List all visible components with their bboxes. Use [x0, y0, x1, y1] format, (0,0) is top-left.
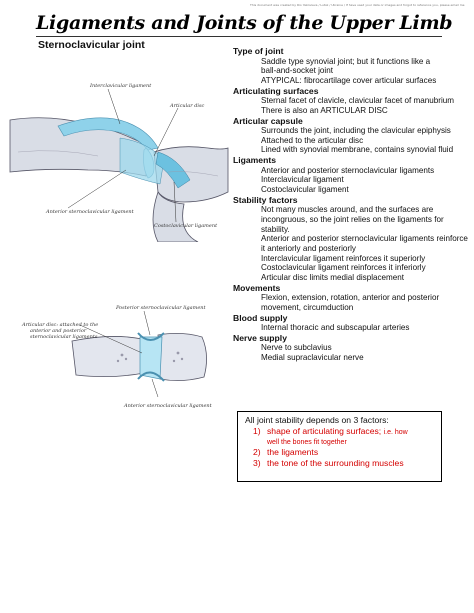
note-line: Flexion, extension, rotation, anterior and posterior	[261, 293, 440, 303]
label-costoclavicular-ligament: Costoclavicular ligament	[154, 223, 218, 229]
label-articular-disc-attached-3: sternoclavicular ligaments	[30, 334, 98, 340]
callout-item-continuation: well the bones fit together	[267, 438, 347, 446]
sternum-section-shape	[158, 333, 207, 380]
section-view-illustration	[32, 295, 227, 420]
callout-heading: All joint stability depends on 3 factors:	[245, 415, 389, 425]
heading-type-of-joint: Type of joint	[233, 46, 284, 56]
note-line: Medial supraclavicular nerve	[261, 353, 364, 363]
label-articular-disc-attached-2: anterior and posterior	[30, 328, 87, 334]
note-line: Attached to the articular disc	[261, 135, 364, 145]
notes-column	[233, 46, 469, 363]
heading-nerve-supply: Nerve supply	[233, 332, 287, 343]
callout-item-text: shape of articulating surfaces;	[267, 426, 382, 436]
note-line: Interclavicular ligament	[261, 175, 344, 185]
note-line: ATYPICAL: fibrocartilage cover articular surfaces	[261, 75, 437, 85]
note-line: Surrounds the joint, including the clavicular epiphysis	[261, 126, 451, 136]
note-line: Interclavicular ligament reinforces it superiorly	[261, 253, 426, 263]
sternoclavicular-anterior-diagram	[8, 52, 230, 242]
heading-stability-factors: Stability factors	[233, 194, 298, 205]
stability-callout-box	[237, 411, 442, 482]
label-articular-disc-attached-1: Articular disc: attached to the	[22, 322, 99, 328]
note-line: Not many muscles around, and the surfaces are	[261, 205, 434, 215]
note-line: Sternal facet of clavicle, clavicular facet of manubrium	[261, 96, 454, 106]
note-line: Saddle type synovial joint; but it functions like a	[261, 56, 431, 66]
heading-articulating-surfaces: Articulating surfaces	[233, 85, 319, 96]
note-line: stability.	[261, 224, 290, 234]
title-divider	[36, 36, 442, 37]
callout-item-3	[245, 458, 435, 469]
note-line: Anterior and posterior sternoclavicular ligaments	[261, 165, 435, 175]
label-posterior-sc-ligament: Posterior sternoclavicular ligament	[116, 305, 206, 311]
heading-blood-supply: Blood supply	[233, 312, 288, 323]
note-line: Articular disc limits medial displacement	[261, 273, 405, 283]
note-line: it anteriorly and posteriorly	[261, 244, 356, 254]
heading-articular-capsule: Articular capsule	[233, 115, 303, 126]
callout-item-note: i.e. how	[383, 429, 408, 436]
note-line: Costoclavicular ligament	[261, 185, 349, 195]
callout-item-number: 3)	[253, 457, 261, 468]
disclaimer-text: This document was created by Rio Yakovleva / Lutsk / Ukraine / If have used your data or images and forgot to reference you, please email me	[250, 3, 465, 7]
callout-item-text: the ligaments	[267, 447, 319, 458]
page-title: Ligaments and Joints of the Upper Limb	[36, 12, 453, 34]
label-interclavicular-ligament: Interclavicular ligament	[90, 83, 152, 89]
note-line: Internal thoracic and subscapular arteries	[261, 323, 410, 333]
note-line: incongruous, so the joint relies on the ligaments for	[261, 214, 444, 224]
callout-item-1	[245, 426, 435, 439]
callout-item-number: 2)	[253, 447, 261, 458]
note-line: ball-and-socket joint	[261, 66, 333, 76]
note-line: Anterior and posterior sternoclavicular ligaments reinforce	[261, 234, 468, 244]
callout-item-text: the tone of the surrounding muscles	[267, 457, 404, 468]
note-line: Costoclavicular ligament reinforces it inferiorly	[261, 263, 426, 273]
sternoclavicular-section-diagram	[22, 295, 227, 420]
label-anterior-sc-ligament-bottom: Anterior sternoclavicular ligament	[124, 403, 212, 409]
heading-ligaments: Ligaments	[233, 155, 276, 166]
callout-item-number: 1)	[253, 426, 261, 436]
note-line: Nerve to subclavius	[261, 343, 332, 353]
heading-movements: Movements	[233, 282, 281, 293]
note-line: Lined with synovial membrane, contains synovial fluid	[261, 145, 454, 155]
note-line: There is also an ARTICULAR DISC	[261, 105, 388, 115]
section-title: Sternoclavicular joint	[38, 39, 145, 51]
label-articular-disc: Articular disc	[170, 103, 205, 109]
callout-item-2	[245, 447, 435, 458]
note-line: movement, circumduction	[261, 303, 354, 313]
label-anterior-sc-ligament: Anterior sternoclavicular ligament	[46, 209, 134, 215]
clavicle-section-shape	[72, 336, 144, 376]
